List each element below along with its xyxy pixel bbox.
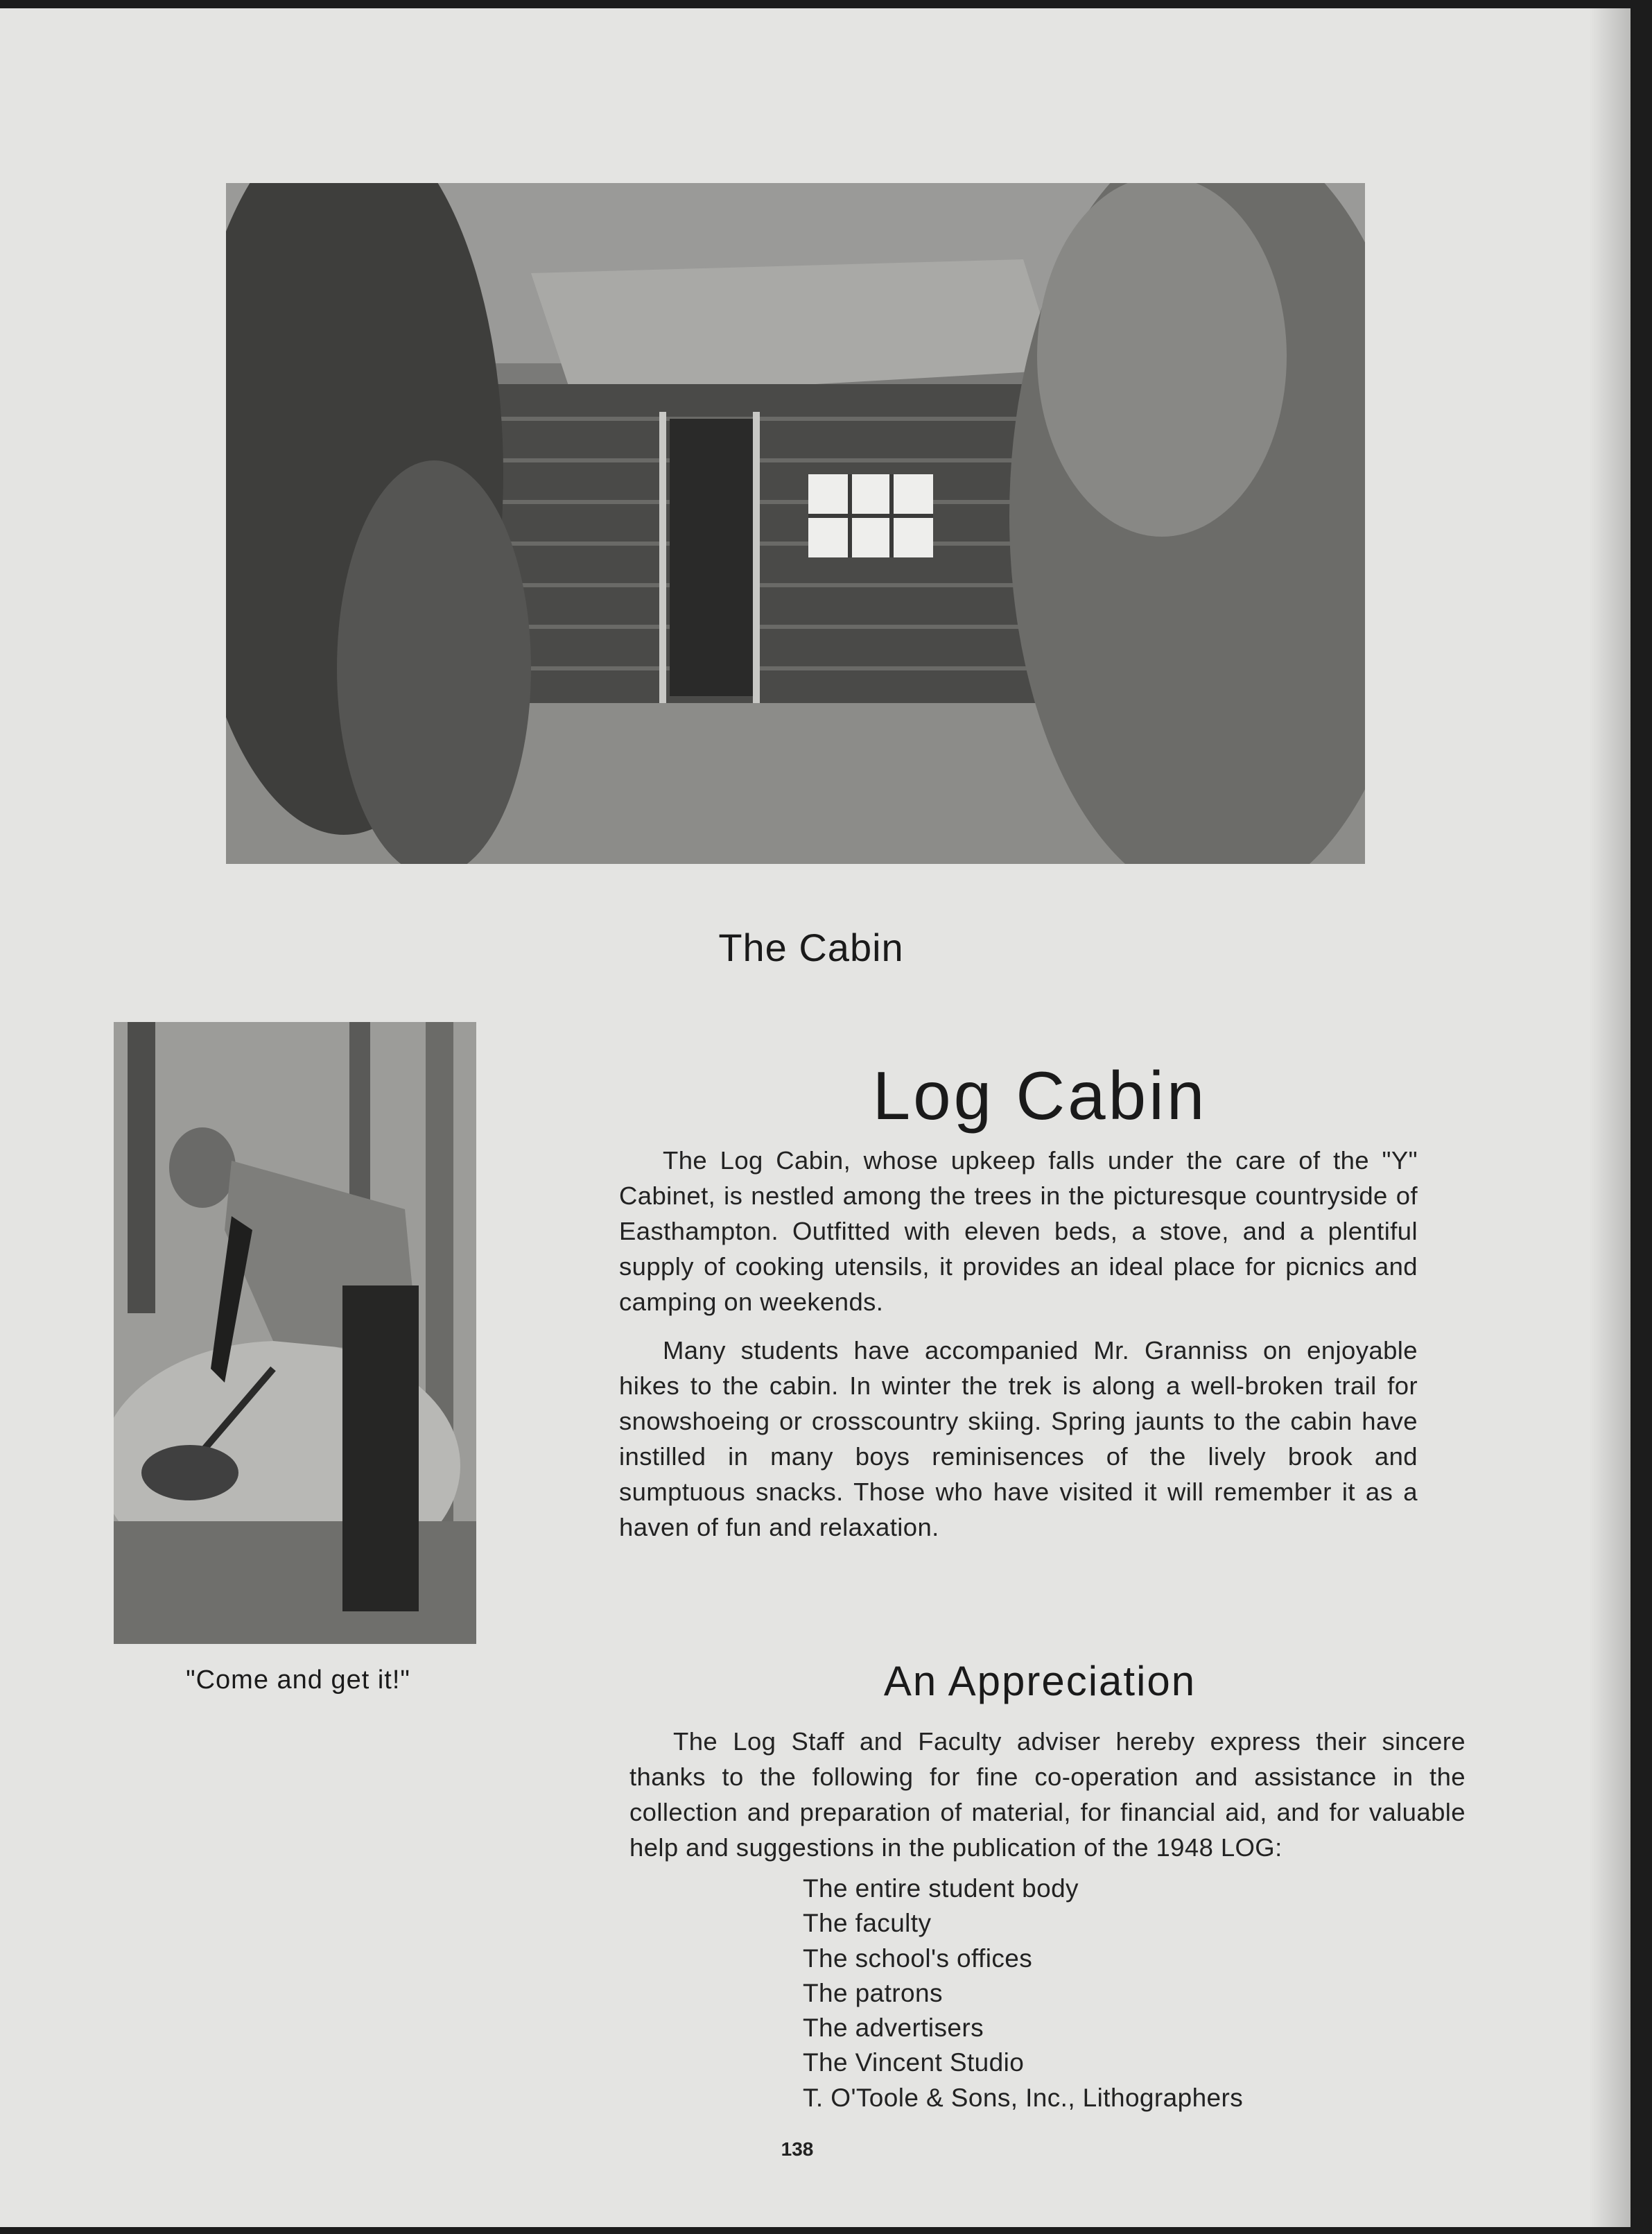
list-item: The school's offices (803, 1943, 1033, 1973)
yearbook-page (0, 8, 1631, 2227)
appreciation-text (629, 1724, 1466, 1865)
list-item: The patrons (803, 1978, 943, 2007)
log-cabin-paragraph: The Log Cabin, whose upkeep falls under the care of the "Y" Cabinet, is nestled among the trees in the picturesque countryside of Easthampton. Outfitted with eleven beds, a stove, and a plentiful supply of cooking utensils, it provides an ideal place for picnics and camping on weekends. (619, 1146, 1418, 1316)
list-item: The Vincent Studio (803, 2048, 1025, 2077)
man-photo-caption: "Come and get it!" (186, 1665, 410, 1695)
spine-shadow (1589, 8, 1631, 2227)
list-item: The entire student body (803, 1874, 1079, 1903)
appreciation-intro: The Log Staff and Faculty adviser hereby express their sincere thanks to the following for fine co-operation and assistance in the collection and preparation of material, for financial aid, and for valuable help and suggestions in the publication of the 1948 LOG: (629, 1727, 1466, 1862)
acknowledgement-list (803, 1871, 1243, 2115)
cabin-photo (226, 183, 1365, 864)
list-item: The advertisers (803, 2014, 984, 2043)
page-number: 138 (781, 2138, 814, 2160)
cabin-photo-caption: The Cabin (718, 926, 904, 969)
log-cabin-paragraph: Many students have accompanied Mr. Granniss on enjoyable hikes to the cabin. In winter the trek is along a well-broken trail for snowshoeing or crosscountry skiing. Spring jaunts to the cabin have instilled in many boys reminisences of the lively brook and sumptuous snacks. Those who have visited it will remember it as a haven of fun and relaxation. (619, 1336, 1418, 1541)
list-item: T. O'Toole & Sons, Inc., Lithographers (803, 2083, 1244, 2112)
man-photo (114, 1022, 476, 1644)
list-item: The faculty (803, 1909, 932, 1938)
log-cabin-text (619, 1143, 1418, 1558)
log-cabin-heading: Log Cabin (872, 1057, 1208, 1134)
appreciation-heading: An Appreciation (883, 1658, 1197, 1704)
